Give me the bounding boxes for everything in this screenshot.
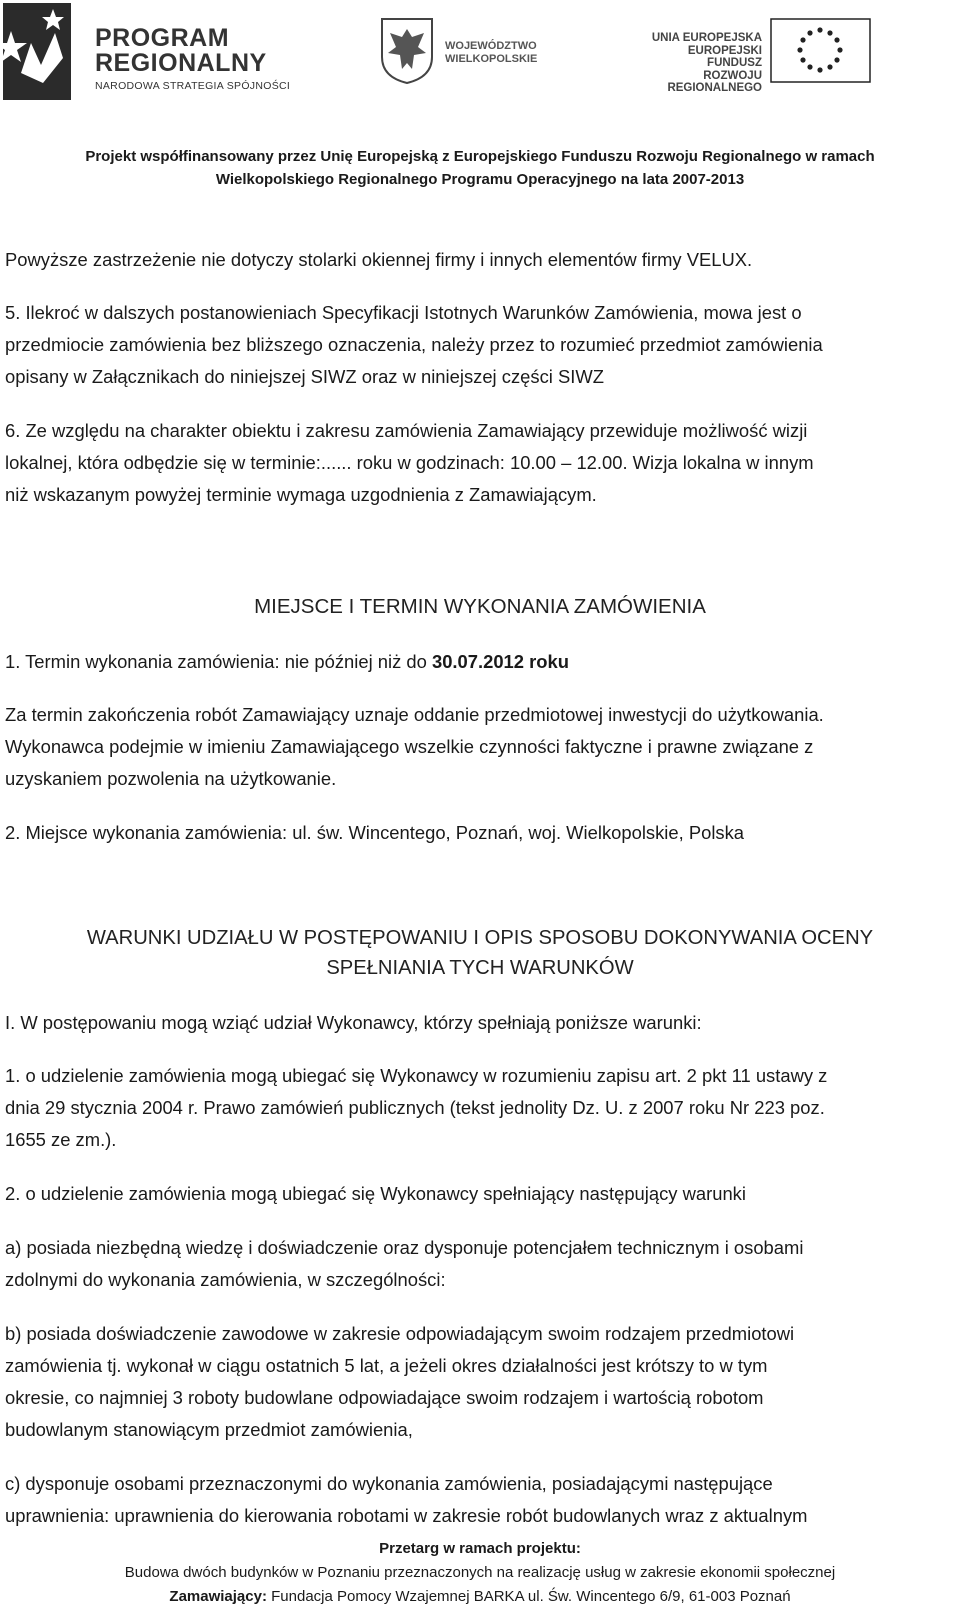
condition-b-line-4: budowlanym stanowiącym przedmiot zamówienia, bbox=[5, 1419, 413, 1440]
term-deadline: 1. Termin wykonania zamówienia: nie później niż do 30.07.2012 roku bbox=[5, 651, 569, 672]
condition-1-line-2: dnia 29 stycznia 2004 r. Prawo zamówień publicznych (tekst jednolity Dz. U. z 2007 roku Nr 223 poz. bbox=[5, 1097, 825, 1118]
term-paragraph-line-2: Wykonawca podejmie w imieniu Zamawiającego wszelkie czynności faktyczne i prawne związane z bbox=[5, 736, 814, 757]
condition-c-line-1: c) dysponuje osobami przeznaczonymi do wykonania zamówienia, posiadającymi następujące bbox=[5, 1473, 773, 1494]
term-paragraph-line-1: Za termin zakończenia robót Zamawiający uznaje oddanie przedmiotowej inwestycji do użytkowania. bbox=[5, 704, 824, 725]
footer-project: Budowa dwóch budynków w Poznaniu przeznaczonych na realizację usług w zakresie ekonomii społecznej bbox=[124, 1564, 836, 1581]
eu-fund-label: UNIA EUROPEJSKA EUROPEJSKI FUNDUSZ ROZWOJU REGIONALNEGO bbox=[651, 32, 762, 94]
program-regionalny-emblem-icon bbox=[3, 3, 71, 100]
program-subtitle: NARODOWA STRATEGIA SPÓJNOŚCI bbox=[95, 80, 291, 92]
condition-c-line-2: uprawnienia: uprawnienia do kierowania robotami w zakresie robót budowlanych wraz z aktualnym bbox=[5, 1505, 808, 1526]
condition-b-line-2: zamówienia tj. wykonał w ciągu ostatnich 5 lat, a jeżeli okres działalności jest krótszy to w tym bbox=[5, 1355, 768, 1376]
footer-contracting-party: Zamawiający: Fundacja Pomocy Wzajemnej BARKA ul. Św. Wincentego 6/9, 61-003 Poznań bbox=[169, 1588, 791, 1605]
paragraph-5-line-1: 5. Ilekroć w dalszych postanowieniach Specyfikacji Istotnych Warunków Zamówienia, mowa jest o bbox=[5, 302, 802, 323]
condition-a-line-1: a) posiada niezbędną wiedzę i doświadczenie oraz dysponuje potencjałem technicznym i osobami bbox=[5, 1237, 804, 1258]
condition-2: 2. o udzielenie zamówienia mogą ubiegać się Wykonawcy spełniający następujący warunki bbox=[5, 1183, 746, 1204]
wielkopolska-eagle-emblem-icon bbox=[378, 17, 436, 85]
paragraph-6-line-1: 6. Ze względu na charakter obiektu i zakresu zamówienia Zamawiający przewiduje możliwość wizji bbox=[5, 420, 808, 441]
page-footer bbox=[0, 1537, 960, 1609]
section-heading-conditions: WARUNKI UDZIAŁU W POSTĘPOWANIU I OPIS SPOSOBU DOKONYWANIA OCENY SPEŁNIANIA TYCH WARUNKÓW bbox=[86, 927, 874, 979]
paragraph-5-line-2: przedmiocie zamówienia bez bliższego oznaczenia, należy przez to rozumieć przedmiot zamówienia bbox=[5, 334, 823, 355]
condition-b-line-3: okresie, co najmniej 3 roboty budowlane odpowiadające swoim rodzajem i wartością robotom bbox=[5, 1387, 764, 1408]
condition-a-line-2: zdolnymi do wykonania zamówienia, w szczególności: bbox=[5, 1269, 446, 1290]
paragraph-6-line-3: niż wskazanym powyżej terminie wymaga uzgodnienia z Zamawiającym. bbox=[5, 484, 597, 505]
section-heading-term: MIEJSCE I TERMIN WYKONANIA ZAMÓWIENIA bbox=[254, 595, 706, 618]
footer-title: Przetarg w ramach projektu: bbox=[379, 1540, 581, 1557]
paragraph-6-line-2: lokalnej, która odbędzie się w terminie:...... roku w godzinach: 10.00 – 12.00. Wizja lokalna w innym bbox=[5, 452, 814, 473]
paragraph-5-line-3: opisany w Załącznikach do niniejszej SIWZ oraz w niniejszej części SIWZ bbox=[5, 366, 604, 387]
eu-flag-icon bbox=[770, 18, 871, 83]
place-of-work: 2. Miejsce wykonania zamówienia: ul. św. Wincentego, Poznań, woj. Wielkopolskie, Polska bbox=[5, 822, 745, 843]
paragraph-velux: Powyższe zastrzeżenie nie dotyczy stolarki okiennej firmy i innych elementów firmy VELUX. bbox=[5, 249, 753, 270]
conditions-intro: I. W postępowaniu mogą wziąć udział Wykonawcy, którzy spełniają poniższe warunki: bbox=[5, 1012, 702, 1033]
cofinancing-note: Projekt współfinansowany przez Unię Europejską z Europejskiego Funduszu Rozwoju Regionalnego w ramach Wielkopolskiego Regionalnego Programu Operacyjnego na lata 2007-2013 bbox=[85, 148, 875, 188]
term-paragraph-line-3: uzyskaniem pozwolenia na użytkowanie. bbox=[5, 768, 337, 789]
region-name: WOJEWÓDZTWO WIELKOPOLSKIE bbox=[445, 40, 538, 65]
page-header bbox=[0, 0, 960, 100]
condition-b-line-1: b) posiada doświadczenie zawodowe w zakresie odpowiadającym swoim rodzajem przedmiotowi bbox=[5, 1323, 795, 1344]
condition-1-line-1: 1. o udzielenie zamówienia mogą ubiegać się Wykonawcy w rozumieniu zapisu art. 2 pkt 11 ustawy z bbox=[5, 1065, 828, 1086]
condition-1-line-3: 1655 ze zm.). bbox=[5, 1129, 117, 1150]
program-title: PROGRAM REGIONALNY bbox=[95, 24, 267, 77]
